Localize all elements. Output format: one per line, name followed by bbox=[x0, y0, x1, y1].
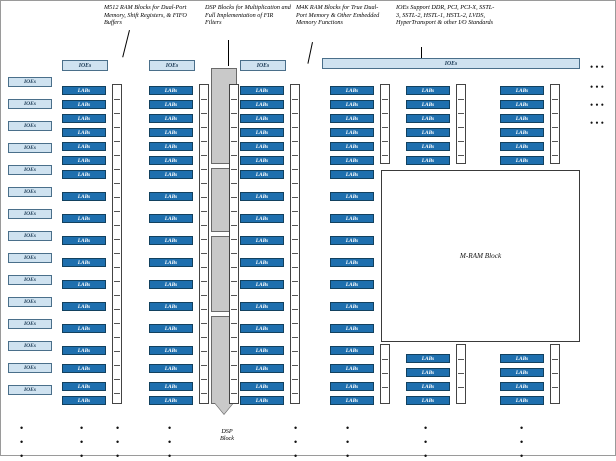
m512-ram-column bbox=[112, 84, 122, 404]
lab-e-5: LABs bbox=[406, 142, 450, 151]
left-ioe-15: IOEs bbox=[8, 385, 52, 395]
bottom-ellipsis-5-dot1: • bbox=[294, 423, 298, 433]
lab-a-9: LABs bbox=[62, 214, 106, 223]
lab-b-7: LABs bbox=[149, 170, 193, 179]
lab-b-10: LABs bbox=[149, 236, 193, 245]
lab-c-12: LABs bbox=[240, 280, 284, 289]
lab-a-7: LABs bbox=[62, 170, 106, 179]
lab-a-12: LABs bbox=[62, 280, 106, 289]
lab-c-1: LABs bbox=[240, 86, 284, 95]
left-ioe-8: IOEs bbox=[8, 231, 52, 241]
m4k-ram-column bbox=[290, 84, 300, 404]
lab-d-1: LABs bbox=[330, 86, 374, 95]
lab-d-8: LABs bbox=[330, 192, 374, 201]
lab-b-12: LABs bbox=[149, 280, 193, 289]
top-ioe-bar-2: IOEs bbox=[149, 60, 195, 71]
lab-b-16: LABs bbox=[149, 364, 193, 373]
bottom-ellipsis-2-dot2: • bbox=[80, 437, 84, 447]
bottom-ellipsis-1-dot1: • bbox=[20, 423, 24, 433]
bottom-ellipsis-5-dot2: • bbox=[294, 437, 298, 447]
bottom-ellipsis-7-dot2: • bbox=[424, 437, 428, 447]
lab-f-7: LABs bbox=[500, 354, 544, 363]
m512-ram-column-2 bbox=[199, 84, 209, 404]
lab-c-13: LABs bbox=[240, 302, 284, 311]
lab-a-13: LABs bbox=[62, 302, 106, 311]
lab-b-13: LABs bbox=[149, 302, 193, 311]
lab-b-14: LABs bbox=[149, 324, 193, 333]
lab-e-2: LABs bbox=[406, 100, 450, 109]
lab-d-9: LABs bbox=[330, 214, 374, 223]
lab-e-1: LABs bbox=[406, 86, 450, 95]
lab-c-17: LABs bbox=[240, 382, 284, 391]
lab-d-14: LABs bbox=[330, 324, 374, 333]
lab-d-6: LABs bbox=[330, 156, 374, 165]
left-ioe-6: IOEs bbox=[8, 187, 52, 197]
lab-d-4: LABs bbox=[330, 128, 374, 137]
bottom-ellipsis-8-dot1: • bbox=[520, 423, 524, 433]
lab-c-8: LABs bbox=[240, 192, 284, 201]
lab-b-3: LABs bbox=[149, 114, 193, 123]
lab-e-9: LABs bbox=[406, 382, 450, 391]
top-ioe-bar-1: IOEs bbox=[62, 60, 108, 71]
left-ioe-10: IOEs bbox=[8, 275, 52, 285]
lab-b-2: LABs bbox=[149, 100, 193, 109]
bottom-ellipsis-3-dot3: • bbox=[116, 451, 120, 461]
lab-d-11: LABs bbox=[330, 258, 374, 267]
ram-column-6 bbox=[456, 84, 466, 164]
dsp-caption bbox=[202, 428, 252, 443]
left-ioe-7: IOEs bbox=[8, 209, 52, 219]
lab-f-4: LABs bbox=[500, 128, 544, 137]
ram-column-5b bbox=[380, 344, 390, 404]
left-ioe-3: IOEs bbox=[8, 121, 52, 131]
top-ioe-bar-4: IOEs bbox=[322, 58, 580, 69]
lab-a-3: LABs bbox=[62, 114, 106, 123]
lab-c-7: LABs bbox=[240, 170, 284, 179]
right-ellipsis-4: • • • bbox=[590, 118, 604, 128]
ram-column-3 bbox=[229, 84, 239, 404]
lab-c-10: LABs bbox=[240, 236, 284, 245]
lab-b-1: LABs bbox=[149, 86, 193, 95]
left-ioe-5: IOEs bbox=[8, 165, 52, 175]
bottom-ellipsis-1-dot2: • bbox=[20, 437, 24, 447]
lab-f-5: LABs bbox=[500, 142, 544, 151]
left-ioe-11: IOEs bbox=[8, 297, 52, 307]
annotation-io-standards-note: IOEs Support DDR, PCI, PCI-X, SSTL-3, SSTL-2, HSTL-1, HSTL-2, LVDS, HyperTransport & other I/O Standards bbox=[396, 4, 495, 27]
annotation-dsp-note: DSP Blocks for Multiplication and Full Implementation of FIR Filters bbox=[205, 4, 291, 27]
lab-a-6: LABs bbox=[62, 156, 106, 165]
lab-b-6: LABs bbox=[149, 156, 193, 165]
lab-d-12: LABs bbox=[330, 280, 374, 289]
bottom-ellipsis-8-dot3: • bbox=[520, 451, 524, 461]
lab-c-11: LABs bbox=[240, 258, 284, 267]
left-ioe-14: IOEs bbox=[8, 363, 52, 373]
m-ram-block: M-RAM Block bbox=[381, 170, 580, 342]
lab-a-16: LABs bbox=[62, 364, 106, 373]
dsp-caption-line2: Block bbox=[219, 435, 235, 443]
lab-b-17: LABs bbox=[149, 382, 193, 391]
lab-a-4: LABs bbox=[62, 128, 106, 137]
lab-d-5: LABs bbox=[330, 142, 374, 151]
lab-d-2: LABs bbox=[330, 100, 374, 109]
dsp-caption-line1: DSP bbox=[221, 428, 233, 435]
lab-a-14: LABs bbox=[62, 324, 106, 333]
bottom-ellipsis-6-dot1: • bbox=[346, 423, 350, 433]
bottom-ellipsis-7-dot1: • bbox=[424, 423, 428, 433]
bottom-ellipsis-3-dot2: • bbox=[116, 437, 120, 447]
bottom-ellipsis-6-dot2: • bbox=[346, 437, 350, 447]
bottom-ellipsis-8-dot2: • bbox=[520, 437, 524, 447]
left-ioe-1: IOEs bbox=[8, 77, 52, 87]
lab-b-11: LABs bbox=[149, 258, 193, 267]
lab-c-6: LABs bbox=[240, 156, 284, 165]
lab-a-11: LABs bbox=[62, 258, 106, 267]
left-ioe-4: IOEs bbox=[8, 143, 52, 153]
top-ioe-bar-3: IOEs bbox=[240, 60, 286, 71]
lab-c-15: LABs bbox=[240, 346, 284, 355]
lab-a-5: LABs bbox=[62, 142, 106, 151]
annotation-m512-note: M512 RAM Blocks for Dual-Port Memory, Shift Registers, & FIFO Buffers bbox=[104, 4, 187, 27]
lab-a-10: LABs bbox=[62, 236, 106, 245]
lab-c-4: LABs bbox=[240, 128, 284, 137]
ram-column-7b bbox=[550, 344, 560, 404]
right-ellipsis-1: • • • bbox=[590, 62, 604, 72]
lab-a-1: LABs bbox=[62, 86, 106, 95]
lab-f-9: LABs bbox=[500, 382, 544, 391]
left-ioe-9: IOEs bbox=[8, 253, 52, 263]
lab-d-15: LABs bbox=[330, 346, 374, 355]
lab-d-13: LABs bbox=[330, 302, 374, 311]
lab-f-3: LABs bbox=[500, 114, 544, 123]
bottom-ellipsis-2-dot1: • bbox=[80, 423, 84, 433]
bottom-ellipsis-1-dot3: • bbox=[20, 451, 24, 461]
lab-a-15: LABs bbox=[62, 346, 106, 355]
ram-column-6b bbox=[456, 344, 466, 404]
lab-c-9: LABs bbox=[240, 214, 284, 223]
lab-e-6: LABs bbox=[406, 156, 450, 165]
left-ioe-2: IOEs bbox=[8, 99, 52, 109]
lab-e-4: LABs bbox=[406, 128, 450, 137]
annotation-m4k-note: M4K RAM Blocks for True Dual-Port Memory & Other Embedded Memory Functions bbox=[296, 4, 380, 27]
bottom-ellipsis-3-dot1: • bbox=[116, 423, 120, 433]
leader-line-dsp bbox=[228, 40, 229, 66]
lab-d-3: LABs bbox=[330, 114, 374, 123]
dsp-pointer bbox=[215, 403, 233, 414]
lab-f-6: LABs bbox=[500, 156, 544, 165]
lab-c-5: LABs bbox=[240, 142, 284, 151]
lab-d-16: LABs bbox=[330, 364, 374, 373]
bottom-ellipsis-4-dot3: • bbox=[168, 451, 172, 461]
lab-c-2: LABs bbox=[240, 100, 284, 109]
bottom-ellipsis-6-dot3: • bbox=[346, 451, 350, 461]
lab-b-18: LABs bbox=[149, 396, 193, 405]
lab-b-5: LABs bbox=[149, 142, 193, 151]
lab-e-3: LABs bbox=[406, 114, 450, 123]
left-ioe-13: IOEs bbox=[8, 341, 52, 351]
lab-c-14: LABs bbox=[240, 324, 284, 333]
lab-c-18: LABs bbox=[240, 396, 284, 405]
bottom-ellipsis-4-dot2: • bbox=[168, 437, 172, 447]
lab-d-7: LABs bbox=[330, 170, 374, 179]
lab-c-16: LABs bbox=[240, 364, 284, 373]
lab-a-2: LABs bbox=[62, 100, 106, 109]
lab-a-17: LABs bbox=[62, 382, 106, 391]
lab-f-2: LABs bbox=[500, 100, 544, 109]
bottom-ellipsis-7-dot3: • bbox=[424, 451, 428, 461]
lab-f-10: LABs bbox=[500, 396, 544, 405]
lab-b-9: LABs bbox=[149, 214, 193, 223]
lab-e-8: LABs bbox=[406, 368, 450, 377]
bottom-ellipsis-5-dot3: • bbox=[294, 451, 298, 461]
bottom-ellipsis-2-dot3: • bbox=[80, 451, 84, 461]
bottom-ellipsis-4-dot1: • bbox=[168, 423, 172, 433]
lab-d-17: LABs bbox=[330, 382, 374, 391]
right-ellipsis-2: • • • bbox=[590, 82, 604, 92]
lab-f-8: LABs bbox=[500, 368, 544, 377]
lab-b-8: LABs bbox=[149, 192, 193, 201]
lab-d-10: LABs bbox=[330, 236, 374, 245]
lab-e-10: LABs bbox=[406, 396, 450, 405]
left-ioe-12: IOEs bbox=[8, 319, 52, 329]
right-ellipsis-3: • • • bbox=[590, 100, 604, 110]
lab-f-1: LABs bbox=[500, 86, 544, 95]
lab-d-18: LABs bbox=[330, 396, 374, 405]
lab-b-4: LABs bbox=[149, 128, 193, 137]
lab-e-7: LABs bbox=[406, 354, 450, 363]
lab-a-8: LABs bbox=[62, 192, 106, 201]
lab-b-15: LABs bbox=[149, 346, 193, 355]
lab-a-18: LABs bbox=[62, 396, 106, 405]
ram-column-5 bbox=[380, 84, 390, 164]
lab-c-3: LABs bbox=[240, 114, 284, 123]
ram-column-7 bbox=[550, 84, 560, 164]
